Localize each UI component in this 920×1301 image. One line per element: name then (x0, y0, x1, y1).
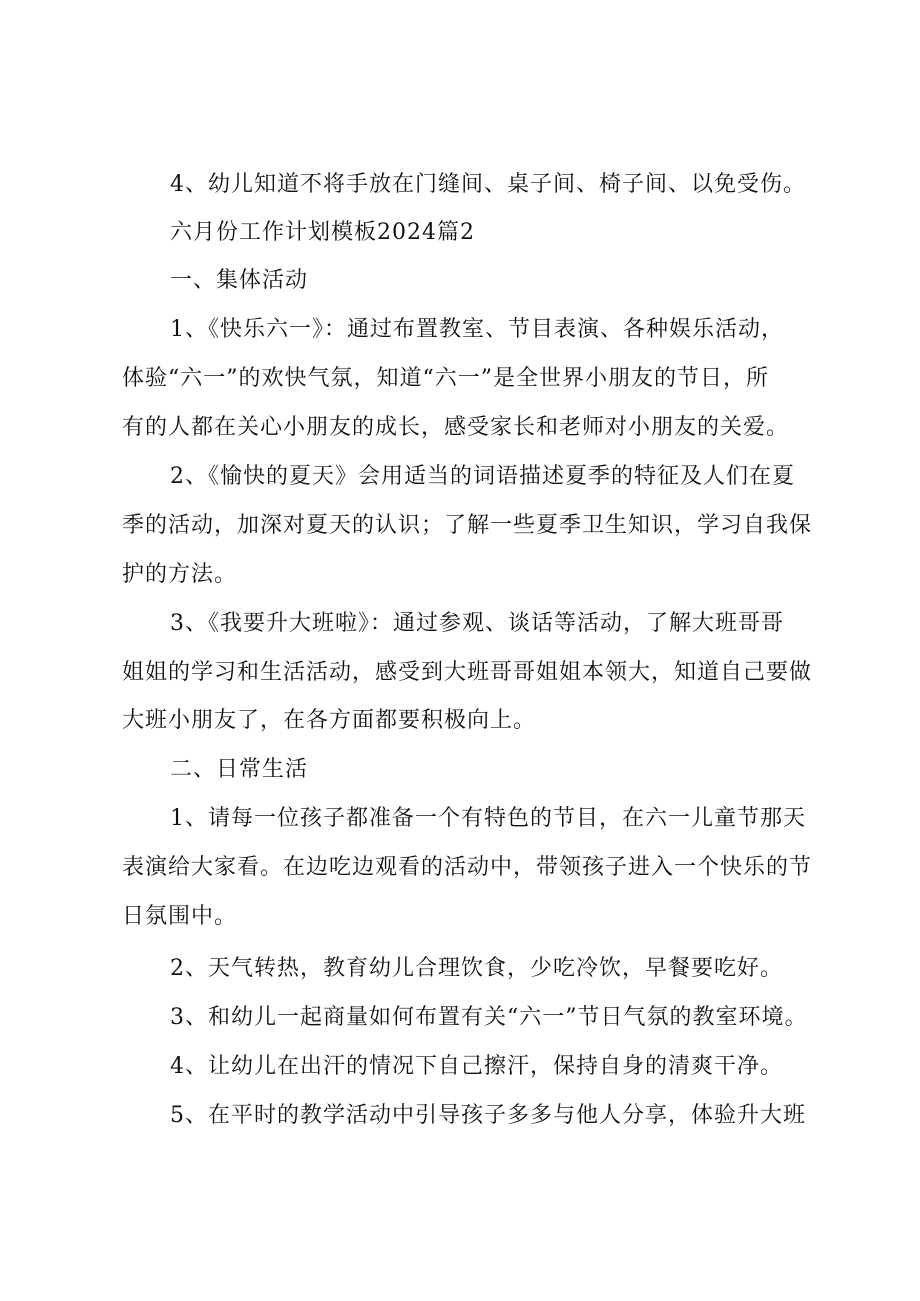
paragraph-line: 4、幼儿知道不将手放在门缝间、桌子间、椅子间、以免受伤。 (170, 172, 806, 197)
paragraph-line: 表演给大家看。在边吃边观看的活动中，带领孩子进入一个快乐的节 (122, 855, 813, 880)
paragraph-line: 3、《我要升大班啦》：通过参观、谈话等活动，了解大班哥哥 (170, 611, 784, 636)
heading-daily-life: 二、日常生活 (170, 757, 309, 782)
paragraph-line: 大班小朋友了，在各方面都要积极向上。 (122, 708, 537, 733)
paragraph-line: 3、和幼儿一起商量如何布置有关“六一”节日气氛的教室环境。 (170, 1005, 808, 1030)
paragraph-line: 5、在平时的教学活动中引导孩子多多与他人分享，体验升大班 (170, 1103, 806, 1128)
paragraph-line: 季的活动，加深对夏天的认识；了解一些夏季卫生知识，学习自我保 (122, 513, 813, 538)
paragraph-line: 体验“六一”的欢快气氛，知道“六一”是全世界小朋友的节日，所 (122, 366, 769, 391)
paragraph-line: 有的人都在关心小朋友的成长，感受家长和老师对小朋友的关爱。 (122, 415, 790, 440)
paragraph-line: 日氛围中。 (122, 904, 238, 929)
paragraph-line: 2、《愉快的夏天》会用适当的词语描述夏季的特征及人们在夏 (170, 464, 795, 489)
paragraph-line: 护的方法。 (122, 562, 238, 587)
paragraph-line: 4、让幼儿在出汗的情况下自己擦汗，保持自身的清爽干净。 (170, 1054, 783, 1079)
paragraph-line: 1、请每一位孩子都准备一个有特色的节目，在六一儿童节那天 (170, 806, 806, 831)
paragraph-line: 2、天气转热，教育幼儿合理饮食，少吃冷饮，早餐要吃好。 (170, 956, 783, 981)
paragraph-line: 姐姐的学习和生活活动，感受到大班哥哥姐姐本领大，知道自己要做 (122, 660, 813, 685)
paragraph-line: 1、《快乐六一》：通过布置教室、节目表演、各种娱乐活动， (170, 317, 784, 342)
heading-collective-activities: 一、集体活动 (170, 268, 309, 293)
section-title: 六月份工作计划模板2024篇2 (170, 220, 475, 245)
